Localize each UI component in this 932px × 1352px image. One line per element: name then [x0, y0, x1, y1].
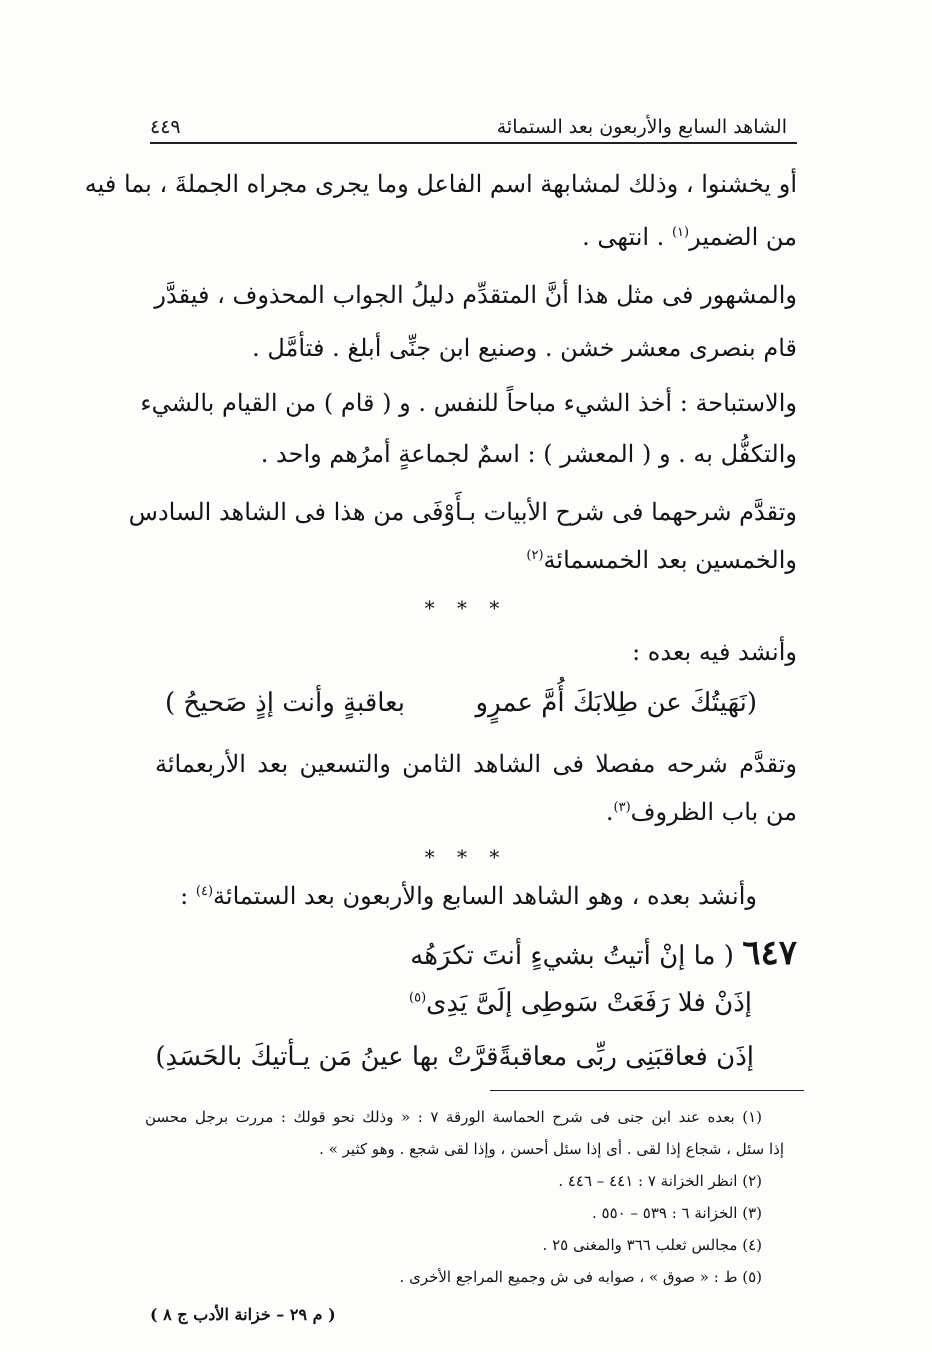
text-fragment: . انتهى .	[582, 223, 665, 251]
text-fragment: من باب الظروف	[630, 798, 797, 826]
text-line	[155, 548, 797, 572]
footnote: إذا سئل ، شجاع إذا لقى . أى إذا سئل أحسن ، وإذا لقى شجع . وهو كثير » .	[319, 1140, 784, 1158]
section-separator: * * *	[424, 845, 508, 869]
footnote-marker: (١)	[671, 225, 690, 240]
text-fragment: من الضمير	[689, 223, 797, 251]
text-line: أو يخشنوا ، وذلك لمشابهة اسم الفاعل وما يجرى مجراه الجملةَ ، بما فيه	[84, 170, 797, 198]
page-number: ٤٤٩	[150, 116, 181, 138]
verse-line	[155, 933, 797, 973]
text-fragment: وأنشد بعده ، وهو الشاهد السابع والأربعون بعد الستمائة	[213, 882, 757, 910]
verse-hemistich: بعاقبةٍ وأنت إذٍ صَحيحُ )	[165, 688, 405, 718]
text-line	[155, 225, 797, 249]
text-line: والاستباحة : أخذ الشيء مباحاً للنفس . و ( قام ) من القيام بالشيء	[140, 389, 797, 417]
verse-hemistich: ( ما إنْ أتيتُ بشيءٍ أنتَ تكرَهُه	[410, 941, 734, 971]
text-fragment: :	[180, 882, 189, 910]
footnote-marker: (٥)	[409, 990, 427, 1006]
text-fragment: .	[605, 798, 614, 826]
section-separator: * * *	[424, 596, 508, 620]
footnote-marker: (٣)	[613, 800, 631, 815]
footnote: (٣) الخزانة ٦ : ٥٣٩ – ٥٥٠ .	[592, 1204, 762, 1222]
footnote: (١) بعده عند ابن جنى فى شرح الحماسة الورقة ٧ : « وذلك نحو قولك : مررت برجل محسن	[145, 1108, 762, 1126]
footnote-marker: (٤)	[195, 884, 214, 899]
verse-line	[165, 688, 757, 718]
footnote: (٥) ط : « صوق » ، صوابه فى ش وجميع المراجع الأخرى .	[399, 1268, 762, 1286]
footnote-rule	[490, 1090, 804, 1091]
verse-hemistich: (نَهَيتُكَ عن طِلابَكَ أُمَّ عمرٍو	[475, 688, 757, 718]
text-line: والمشهور فى مثل هذا أنَّ المتقدِّم دليلُ الجواب المحذوف ، فيقدَّر	[154, 281, 797, 309]
text-line: قام بنصرى معشر خشن . وصنيع ابن جنِّى أبلغ . فتأمَّل .	[252, 334, 797, 362]
text-line	[155, 800, 797, 824]
text-line: وتقدَّم شرحهما فى شرح الأبيات بـأَوْفَى من هذا فى الشاهد السادس	[128, 498, 797, 526]
text-line: وأنشد فيه بعده :	[632, 638, 797, 666]
running-title: الشاهد السابع والأربعون بعد الستمائة	[496, 116, 787, 138]
verse-hemistich: قرَّتْ بها عينُ مَن يـأتيكَ بالحَسَدِ)	[155, 1042, 499, 1072]
header-rule	[150, 142, 797, 144]
footnote: (٤) مجالس ثعلب ٣٦٦ والمغنى ٢٥ .	[542, 1236, 762, 1254]
text-line: وتقدَّم شرحه مفصلا فى الشاهد الثامن والتسعين بعد الأربعمائة	[155, 750, 797, 778]
text-fragment: والخمسين بعد الخمسمائة	[543, 546, 797, 574]
signature-mark: ( م ٢٩ – خزانة الأدب ج ٨ )	[150, 1305, 336, 1324]
verse-hemistich: إذَنْ فلا رَفَعَتْ سَوطِى إلَىَّ يَدِى	[426, 988, 752, 1018]
footnote: (٢) انظر الخزانة ٧ : ٤٤١ – ٤٤٦ .	[558, 1172, 762, 1190]
text-line: والتكفُّل به . و ( المعشر ) : اسمٌ لجماعةٍ أمرُهم واحد .	[260, 440, 797, 468]
text-line	[155, 884, 757, 908]
verse-line	[155, 1042, 754, 1072]
verse-hemistich: إذَن فعاقبَنِى ربِّى معاقبةً	[498, 1042, 754, 1072]
verse-number: ٦٤٧	[742, 933, 797, 973]
footnote-marker: (٢)	[526, 548, 544, 563]
running-head	[150, 98, 787, 138]
verse-line	[155, 990, 752, 1016]
